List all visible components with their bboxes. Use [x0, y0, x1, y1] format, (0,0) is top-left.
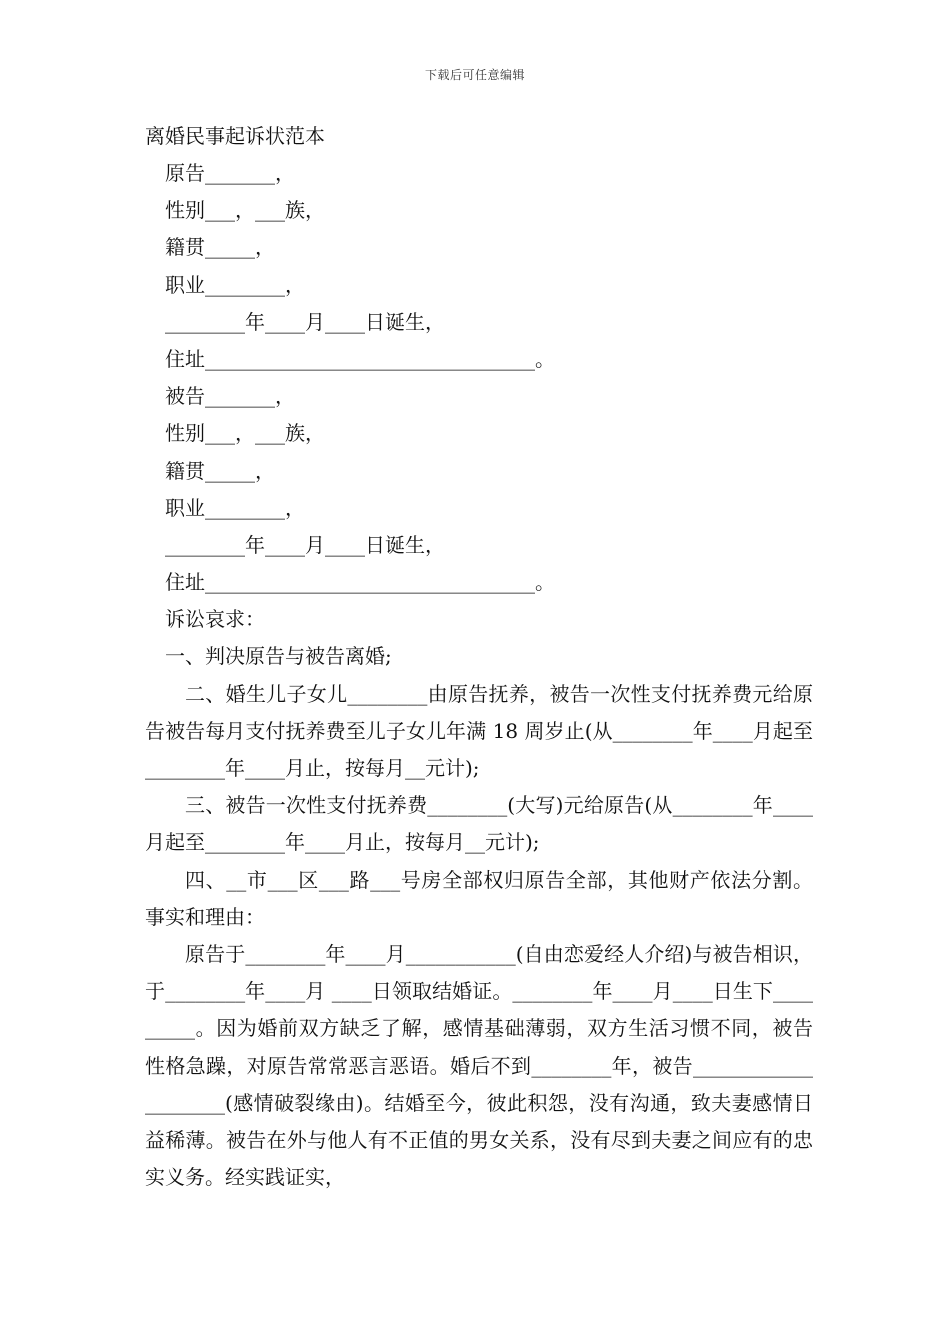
claim-item-2: 二、婚生儿子女儿________由原告抚养，被告一次性支付抚养费元给原告被告每月支付抚养费至儿子女儿年满 18 周岁止(从________年____月起至________年____月止，按每月__元计);	[145, 681, 813, 781]
plaintiff-address-line: 住址_________________________________。	[165, 346, 555, 371]
document-title: 离婚民事起诉状范本	[145, 124, 325, 148]
defendant-name-line: 被告_______，	[165, 384, 295, 409]
defendant-birthdate-line: ________年____月____日诞生，	[165, 532, 445, 557]
facts-paragraph: 原告于________年____月___________(自由恋爱经人介绍)与被告相识，于________年____月 ____日领取结婚证。________年____月____日生下_________。因为婚前双方缺乏了解，感情基础薄弱，双方生活习惯不同，被告性格急躁，对原告常常恶言恶语。婚后不到________年，被告____________________(感情破裂缘由)。结婚至今，彼此积怨，没有沟通，致夫妻感情日益稀薄。被告在外与他人有不正值的男女关系，没有尽到夫妻之间应有的忠实义务。经实践证实，	[145, 942, 813, 1190]
page-header-note: 下载后可任意编辑	[424, 68, 525, 82]
defendant-gender-ethnicity-line: 性别___，___族，	[165, 421, 325, 446]
document-body	[145, 118, 813, 1196]
plaintiff-native-place-line: 籍贯_____，	[165, 235, 275, 260]
claim-item-1: 一、判决原告与被告离婚;	[165, 644, 392, 669]
plaintiff-occupation-line: 职业________，	[165, 272, 305, 297]
claim-item-3: 三、被告一次性支付抚养费________(大写)元给原告(从________年____月起至________年____月止，按每月__元计);	[145, 793, 813, 855]
defendant-occupation-line: 职业________，	[165, 495, 305, 520]
defendant-native-place-line: 籍贯_____，	[165, 458, 275, 483]
claim-item-4: 四、__市___区___路___号房全部权归原告全部，其他财产依法分割。事实和理由：	[145, 867, 813, 929]
plaintiff-name-line: 原告_______，	[165, 161, 295, 185]
defendant-address-line: 住址_________________________________。	[165, 570, 555, 595]
plaintiff-gender-ethnicity-line: 性别___，___族，	[165, 198, 325, 223]
plaintiff-birthdate-line: ________年____月____日诞生，	[165, 309, 445, 334]
claims-heading: 诉讼哀求：	[165, 607, 265, 632]
